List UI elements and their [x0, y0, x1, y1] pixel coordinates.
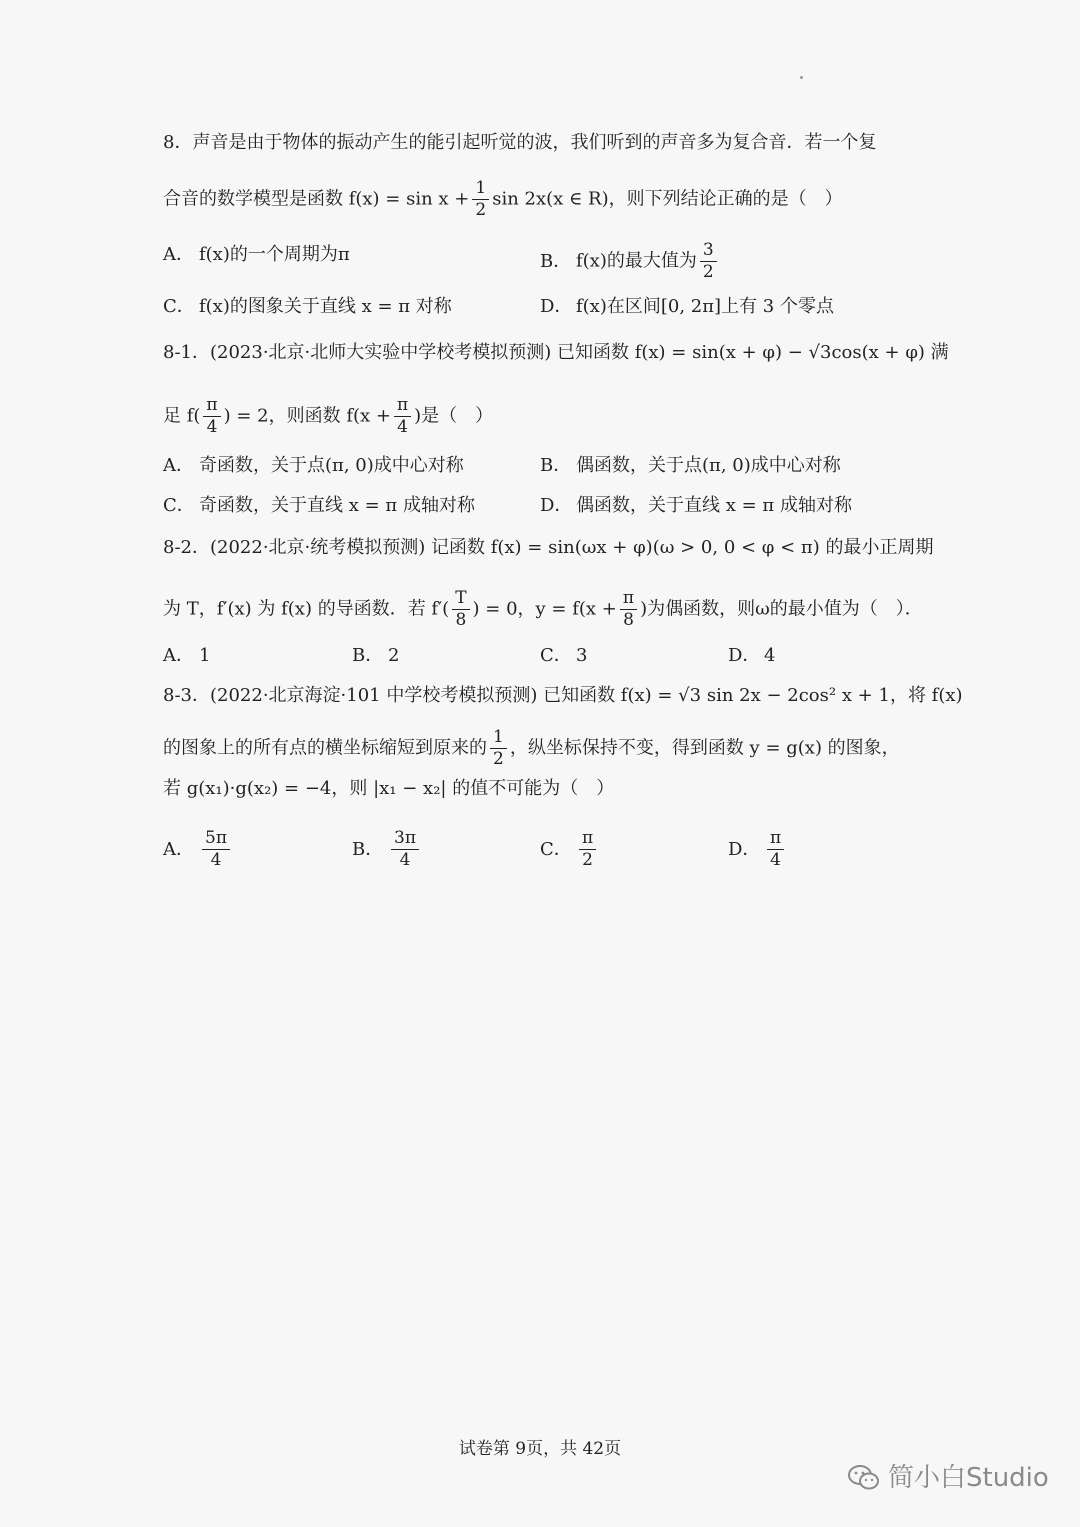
- option-text: 奇函数，关于点(π, 0)成中心对称: [199, 455, 464, 476]
- option-label: A．: [163, 455, 194, 476]
- frac-den: 2: [702, 262, 714, 282]
- frac-num: π: [203, 397, 220, 417]
- option-fraction: [202, 830, 230, 869]
- q8-1-option-b: [540, 453, 841, 479]
- q8-1-option-c: [163, 493, 475, 519]
- watermark: [848, 1462, 1049, 1494]
- q8-option-b: [540, 242, 720, 281]
- q8-3-line2-b: ，纵坐标保持不变，得到函数 y = g(x) 的图象，: [509, 737, 900, 759]
- wechat-icon: [848, 1464, 880, 1492]
- q8-3-option-d: [728, 830, 787, 869]
- q8-fraction: [472, 180, 489, 219]
- q8-2-option-d: [728, 643, 775, 669]
- q8-2-option-a: [163, 643, 210, 669]
- watermark-text: 简小白Studio: [888, 1463, 1049, 1493]
- q8-3-line1: 8-3．(2022·北京海淀·101 中学校考模拟预测) 已知函数 f(x) = √3 sin 2x − 2cos² x + 1，将 f(x): [163, 685, 963, 706]
- frac-den: 4: [770, 850, 781, 870]
- option-fraction: [391, 830, 419, 869]
- frac-den: 2: [582, 850, 593, 870]
- q8-1-line2-a: 足 f(: [163, 405, 201, 427]
- q8-2-fraction-1: [452, 590, 469, 629]
- option-text: 2: [388, 645, 400, 666]
- option-label: C．: [540, 838, 572, 860]
- q8-2-option-b: [352, 643, 399, 669]
- option-label: B．: [540, 455, 572, 476]
- q8-line2-a: 合音的数学模型是函数 f(x) = sin x +: [163, 188, 470, 210]
- option-text: f(x)在区间[0, 2π]上有 3 个零点: [576, 296, 834, 317]
- q8-1-line2-c: )是（ ）: [414, 405, 494, 427]
- q8-line2-b: sin 2x(x ∈ R)，则下列结论正确的是（ ）: [492, 188, 843, 210]
- option-text: 偶函数，关于直线 x = π 成轴对称: [576, 495, 852, 516]
- q8-option-c: [163, 294, 452, 320]
- q8-2-line2: [163, 590, 930, 629]
- frac-den: 4: [397, 417, 408, 437]
- q8-1-line2-b: ) = 2，则函数 f(x +: [223, 405, 391, 427]
- option-fraction: [700, 242, 717, 281]
- q8-1-line1: 8-1．(2023·北京·北师大实验中学校考模拟预测) 已知函数 f(x) = sin(x + φ) − √3cos(x + φ) 满: [163, 342, 949, 363]
- q8-3-option-b: [352, 830, 422, 869]
- frac-num: π: [579, 830, 596, 850]
- q8-2-fraction-2: [620, 590, 637, 629]
- frac-num: 1: [472, 180, 489, 200]
- frac-den: 4: [399, 850, 411, 870]
- q8-option-a: [163, 242, 350, 268]
- q8-2-line1: 8-2．(2022·北京·统考模拟预测) 记函数 f(x) = sin(ωx + φ)(ω > 0, 0 < φ < π) 的最小正周期: [163, 537, 934, 558]
- option-label: D．: [540, 296, 573, 317]
- q8-3-fraction: [490, 729, 507, 768]
- option-text: 3: [576, 645, 588, 666]
- option-text: 4: [764, 645, 776, 666]
- option-text: 1: [199, 645, 211, 666]
- option-text: f(x)的最大值为: [576, 250, 697, 272]
- option-label: A．: [163, 838, 194, 860]
- option-label: A．: [163, 244, 194, 265]
- q8-3-line2: [163, 729, 930, 768]
- q8-3-line3: 若 g(x₁)·g(x₂) = −4，则 |x₁ − x₂| 的值不可能为（ ）: [163, 778, 615, 799]
- frac-den: 8: [623, 610, 634, 630]
- frac-num: π: [767, 830, 784, 850]
- frac-num: 3: [700, 242, 717, 262]
- option-label: C．: [540, 645, 572, 666]
- q8-1-line2: [163, 397, 930, 436]
- frac-num: 1: [490, 729, 507, 749]
- option-label: D．: [728, 645, 761, 666]
- option-text: f(x)的图象关于直线 x = π 对称: [199, 296, 452, 317]
- q8-2-line2-b: ) = 0，y = f(x +: [472, 598, 617, 620]
- q8-2-line2-a: 为 T，f′(x) 为 f(x) 的导函数．若 f′(: [163, 598, 450, 620]
- option-label: B．: [352, 645, 384, 666]
- option-label: D．: [540, 495, 573, 516]
- option-label: C．: [163, 296, 195, 317]
- option-text: 偶函数，关于点(π, 0)成中心对称: [576, 455, 841, 476]
- option-fraction: [767, 830, 784, 869]
- q8-1-fraction-2: [394, 397, 411, 436]
- page-footer: 试卷第 9页，共 42页: [458, 1439, 622, 1459]
- scan-speck: [800, 76, 803, 79]
- q8-line1: 8．声音是由于物体的振动产生的能引起听觉的波，我们听到的声音多为复合音．若一个复: [163, 132, 877, 153]
- q8-2-line2-c: )为偶函数，则ω的最小值为（ ）．: [640, 598, 923, 620]
- q8-line2: [163, 180, 930, 219]
- frac-num: π: [620, 590, 637, 610]
- frac-den: 2: [475, 200, 487, 220]
- frac-den: 4: [206, 417, 218, 437]
- option-text: 奇函数，关于直线 x = π 成轴对称: [199, 495, 475, 516]
- option-label: D．: [728, 838, 761, 860]
- option-fraction: [579, 830, 596, 869]
- frac-den: 8: [455, 610, 467, 630]
- q8-2-option-c: [540, 643, 587, 669]
- q8-1-option-a: [163, 453, 464, 479]
- option-label: C．: [163, 495, 195, 516]
- q8-1-option-d: [540, 493, 852, 519]
- option-label: B．: [540, 250, 572, 272]
- frac-num: π: [394, 397, 411, 417]
- frac-num: 3π: [391, 830, 419, 850]
- q8-3-option-c: [540, 830, 599, 869]
- q8-1-fraction-1: [203, 397, 220, 436]
- q8-3-option-a: [163, 830, 233, 869]
- frac-num: 5π: [202, 830, 230, 850]
- frac-num: T: [452, 590, 469, 610]
- option-label: A．: [163, 645, 194, 666]
- q8-option-d: [540, 294, 834, 320]
- frac-den: 4: [210, 850, 222, 870]
- frac-den: 2: [493, 749, 504, 769]
- option-text: f(x)的一个周期为π: [199, 244, 350, 265]
- option-label: B．: [352, 838, 384, 860]
- q8-3-line2-a: 的图象上的所有点的横坐标缩短到原来的: [163, 737, 487, 759]
